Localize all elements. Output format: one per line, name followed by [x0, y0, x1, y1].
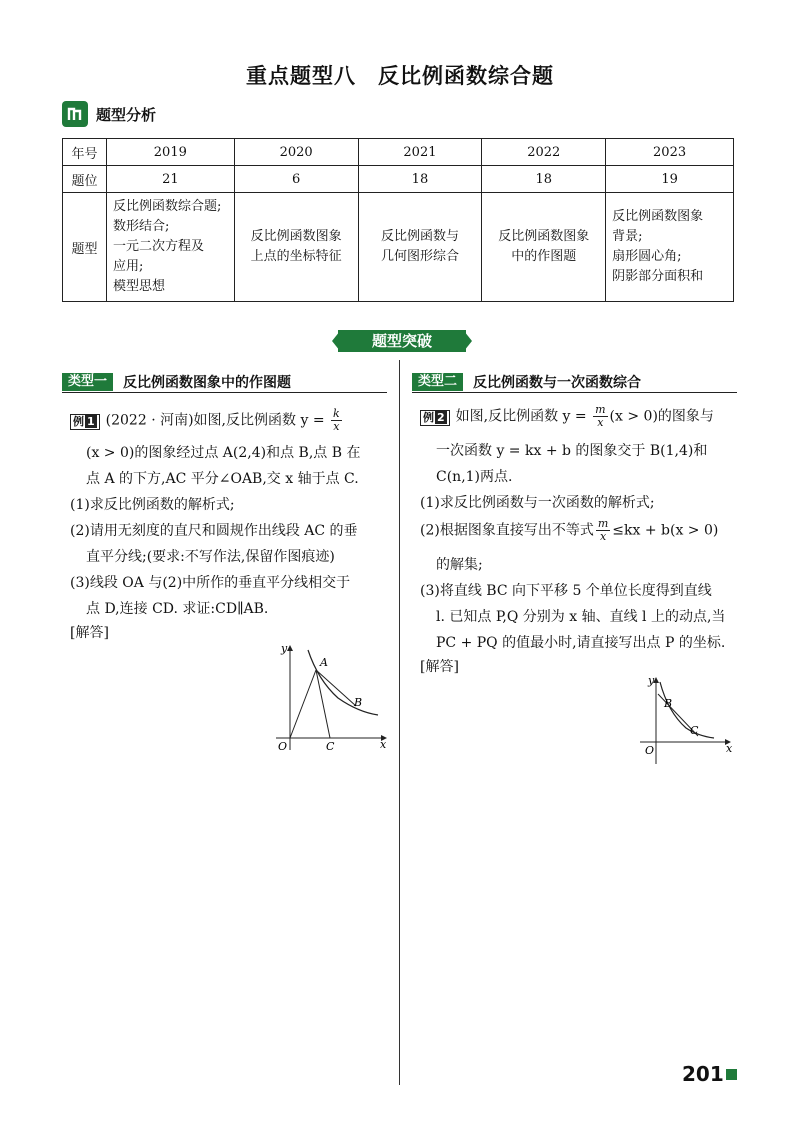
- frac-numerator: m: [597, 517, 609, 530]
- cell-line: 应用;: [112, 259, 144, 274]
- frac-denominator: x: [599, 530, 607, 543]
- example-1-line-2: (x > 0)的图象经过点 A(2,4)和点 B,点 B 在: [86, 445, 361, 461]
- question-2-1: (1)求反比例函数与一次函数的解析式;: [420, 495, 655, 511]
- question-2-3-line-2: l. 已知点 P,Q 分别为 x 轴、直线 l 上的动点,当: [436, 609, 726, 625]
- cell-line: 阴影部分面积和: [612, 269, 704, 284]
- example-1-text: (2022 · 河南)如图,反比例函数 y =: [105, 412, 325, 429]
- page-title: 重点题型八 反比例函数综合题: [246, 64, 554, 88]
- cell-line: 反比例函数图象: [498, 229, 590, 244]
- cell-line: 背景;: [612, 229, 643, 244]
- cell-line: 反比例函数综合题;: [112, 199, 222, 214]
- answer-label-1: [解答]: [70, 625, 109, 641]
- table-cell: 21: [106, 166, 234, 193]
- question-2-3-line-1: (3)将直线 BC 向下平移 5 个单位长度得到直线: [420, 583, 712, 599]
- segment-oa: [290, 670, 316, 738]
- graph-1-point-c: C: [326, 740, 335, 753]
- example-2-badge: [420, 410, 450, 426]
- breakout-banner: [332, 328, 472, 354]
- graph-2-y-label: y: [648, 674, 655, 687]
- table-row-header: 年号: [63, 139, 107, 166]
- table-cell: [106, 193, 234, 302]
- graph-2-x-label: x: [726, 742, 733, 755]
- table-cell: 19: [606, 166, 734, 193]
- table-row-header: 题位: [63, 166, 107, 193]
- cell-line: 反比例函数与: [380, 229, 459, 244]
- question-2-3-line-3: PC + PQ 的值最小时,请直接写出点 P 的坐标.: [436, 635, 726, 651]
- graph-1-origin-label: O: [278, 740, 288, 753]
- question-2-2-line-1: [420, 518, 718, 543]
- fraction-k-over-x: [331, 408, 342, 433]
- graph-1-point-b: B: [354, 696, 363, 709]
- example-1-line-1: [70, 408, 344, 433]
- table-row: [63, 193, 734, 302]
- breakout-label: 题型突破: [338, 330, 466, 352]
- table-row: [63, 166, 734, 193]
- cell-line: 反比例函数图象: [612, 209, 704, 224]
- answer-label-2: [解答]: [420, 659, 459, 675]
- question-2-line-2: 直平分线;(要求:不写作法,保留作图痕迹): [86, 549, 335, 565]
- hyperbola-curve: [660, 682, 714, 738]
- example-2-text-b: (x > 0)的图象与: [609, 408, 714, 425]
- question-2-2-line-2: 的解集;: [436, 557, 483, 573]
- type-one-badge: 类型一: [62, 373, 113, 391]
- right-column: [412, 372, 737, 393]
- example-2-text-a: 如图,反比例函数 y =: [455, 408, 587, 425]
- example-2-line-2: 一次函数 y = kx + b 的图象交于 B(1,4)和: [436, 443, 708, 459]
- example-label: 例: [73, 414, 84, 428]
- question-3-line-2: 点 D,连接 CD. 求证:CD∥AB.: [86, 601, 269, 617]
- table-row: [63, 139, 734, 166]
- graph-1: [268, 640, 398, 755]
- left-column: [62, 372, 387, 393]
- q2-text-a: (2)根据图象直接写出不等式: [420, 522, 594, 539]
- example-2-line-3: C(n,1)两点.: [436, 469, 513, 485]
- table-cell: [358, 193, 482, 302]
- analysis-header: [62, 100, 156, 128]
- cell-line: 反比例函数图象: [250, 229, 342, 244]
- example-number: 1: [87, 414, 95, 428]
- question-1: (1)求反比例函数的解析式;: [70, 497, 235, 513]
- cell-line: 数形结合;: [112, 219, 170, 234]
- page-number: 201: [682, 1062, 724, 1086]
- table-cell: 18: [358, 166, 482, 193]
- example-number: 2: [437, 410, 445, 424]
- example-1-line-3: 点 A 的下方,AC 平分∠OAB,交 x 轴于点 C.: [86, 471, 359, 487]
- page-marker-icon: [726, 1069, 737, 1080]
- cell-line: 中的作图题: [511, 249, 577, 264]
- graph-2: [636, 672, 741, 770]
- cell-line: 一元二次方程及: [112, 239, 204, 254]
- table-cell: 2020: [234, 139, 358, 166]
- graph-2-point-c: C: [690, 724, 699, 737]
- graph-1-y-label: y: [281, 642, 288, 655]
- example-2-line-1: [420, 404, 714, 429]
- cell-line: 模型思想: [112, 279, 165, 294]
- analysis-label: 题型分析: [96, 105, 157, 124]
- frac-denominator: x: [597, 416, 604, 429]
- table-cell: 2023: [606, 139, 734, 166]
- graph-1-point-a: A: [320, 656, 328, 669]
- frac-numerator: k: [333, 407, 340, 420]
- example-label: 例: [423, 410, 434, 424]
- table-cell: 2021: [358, 139, 482, 166]
- type-two-title: 反比例函数与一次函数综合: [473, 375, 642, 391]
- question-3-line-1: (3)线段 OA 与(2)中所作的垂直平分线相交于: [70, 575, 351, 591]
- table-row-header: 题型: [63, 193, 107, 302]
- frac-denominator: x: [333, 420, 340, 433]
- graph-1-x-label: x: [380, 738, 387, 751]
- fraction-m-over-x: [593, 404, 607, 429]
- cell-line: 几何图形综合: [380, 249, 459, 264]
- fraction-m-over-x-2: [596, 518, 610, 543]
- type-two-header: [412, 372, 737, 393]
- column-divider: [399, 360, 400, 1085]
- type-one-title: 反比例函数图象中的作图题: [123, 375, 292, 391]
- analysis-icon: [62, 101, 88, 127]
- table-cell: [482, 193, 606, 302]
- cell-line: 上点的坐标特征: [250, 249, 342, 264]
- example-1-badge: [70, 414, 100, 430]
- type-two-badge: 类型二: [412, 373, 463, 391]
- type-one-header: [62, 372, 387, 393]
- graph-2-point-b: B: [664, 697, 673, 710]
- table-cell: 2022: [482, 139, 606, 166]
- table-cell: [606, 193, 734, 302]
- frac-numerator: m: [595, 403, 606, 416]
- question-2-line-1: (2)请用无刻度的直尺和圆规作出线段 AC 的垂: [70, 523, 358, 539]
- table-cell: 6: [234, 166, 358, 193]
- exam-analysis-table: [62, 138, 734, 302]
- graph-2-origin-label: O: [645, 744, 655, 757]
- table-cell: [234, 193, 358, 302]
- table-cell: 2019: [106, 139, 234, 166]
- table-cell: 18: [482, 166, 606, 193]
- q2-text-b: ≤kx + b(x > 0): [612, 522, 719, 539]
- cell-line: 扇形圆心角;: [612, 249, 682, 264]
